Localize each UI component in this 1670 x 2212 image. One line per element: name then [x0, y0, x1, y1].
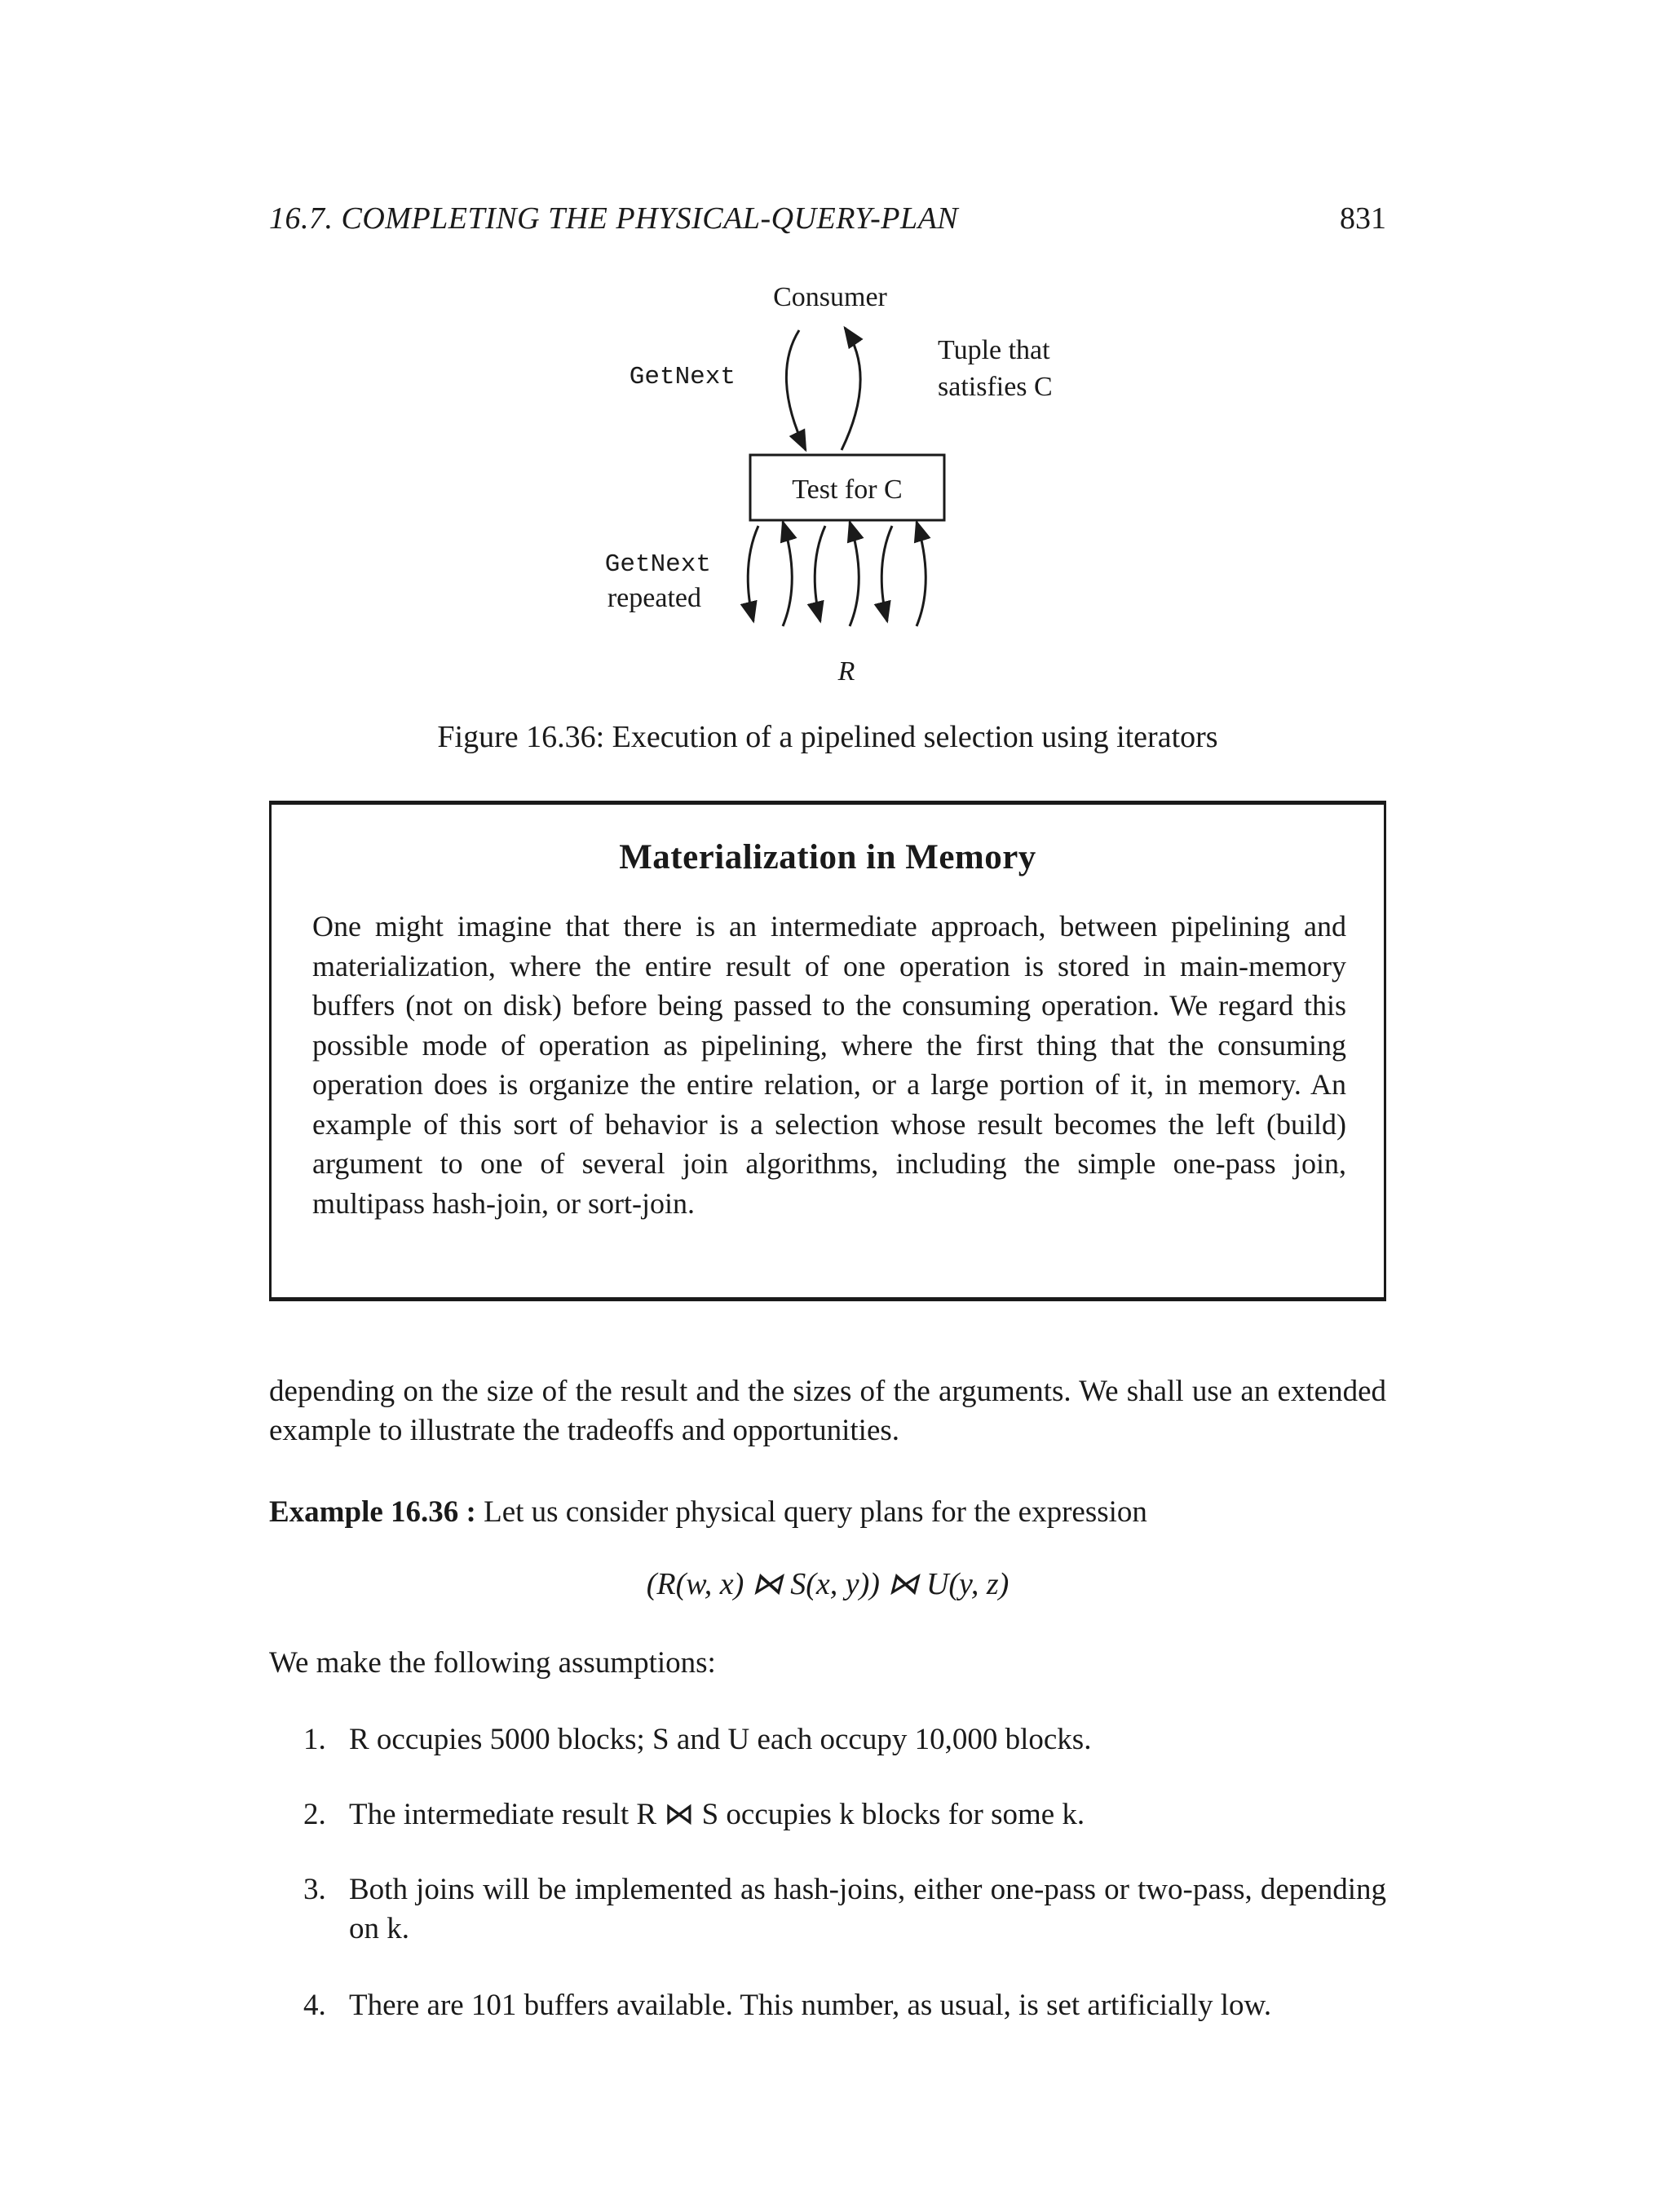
loop1-up-arrow: [783, 522, 792, 626]
assumptions-intro: We make the following assumptions:: [269, 1646, 716, 1680]
join-expression: (R(w, x) ⋈ S(x, y)) ⋈ U(y, z): [646, 1567, 1010, 1601]
example-text: Let us consider physical query plans for the expression: [475, 1495, 1147, 1529]
loop3-down-arrow: [881, 526, 892, 621]
consumer-label: Consumer: [773, 282, 887, 312]
list-item-number: 3.: [303, 1873, 326, 1906]
loop3-up-arrow: [917, 522, 926, 626]
loop2-up-arrow: [850, 522, 859, 626]
repeated-getnext-loops: [748, 522, 926, 626]
pipelined-selection-figure: [522, 277, 1109, 701]
example-label: Example 16.36 :: [269, 1495, 476, 1529]
list-item-text: There are 101 buffers available. This number, as usual, is set artificially low.: [349, 1989, 1272, 2022]
running-head: 16.7. COMPLETING THE PHYSICAL-QUERY-PLAN: [269, 201, 959, 236]
figure-caption: Figure 16.36: Execution of a pipelined selection using iterators: [437, 720, 1218, 754]
getnext-label: GetNext: [629, 363, 736, 391]
tuple-label-line1: Tuple that: [938, 335, 1050, 365]
body-paragraph: depending on the size of the result and the sizes of the arguments. We shall use an extended example to illustrate the tradeoffs and opportunities.: [269, 1375, 1386, 1447]
list-item-number: 2.: [303, 1798, 326, 1831]
list-item-text: The intermediate result R ⋈ S occupies k blocks for some k.: [349, 1798, 1085, 1831]
page-number: 831: [1340, 201, 1386, 236]
example-paragraph: [269, 1493, 1386, 1532]
getnext-down-arrow: [786, 330, 806, 450]
tuple-label-line2: satisfies C: [938, 372, 1053, 402]
tuple-up-arrow: [842, 328, 860, 450]
list-item-number: 4.: [303, 1989, 326, 2022]
sidebar-box: [269, 801, 1386, 1301]
getnext-repeated-line2: repeated: [607, 583, 701, 613]
list-item-text: Both joins will be implemented as hash-joins, either one-pass or two-pass, depending on k.: [349, 1873, 1386, 1945]
list-item-number: 1.: [303, 1723, 326, 1756]
list-item-text: R occupies 5000 blocks; S and U each occupy 10,000 blocks.: [349, 1723, 1092, 1756]
relation-label: R: [837, 656, 855, 687]
loop1-down-arrow: [748, 526, 758, 621]
test-box-label: Test for C: [792, 475, 903, 505]
getnext-repeated-line1: GetNext: [604, 550, 711, 579]
sidebar-title: Materialization in Memory: [619, 838, 1036, 876]
sidebar-body: One might imagine that there is an intermediate approach, between pipelining and materialization, where the entire result of one operation is stored in main-memory buffers (not on disk) before being passed to the consuming operation. We regard this possible mode of operation as pipelining, where the first thing that the consuming operation does is organize the entire relation, or a large portion of it, in memory. An example of this sort of behavior is a selection whose result becomes the left (build) argument to one of several join algorithms, including the simple one-pass join, multipass hash-join, or sort-join.: [312, 910, 1346, 1220]
page-header: [269, 201, 1386, 249]
loop2-down-arrow: [815, 526, 825, 621]
